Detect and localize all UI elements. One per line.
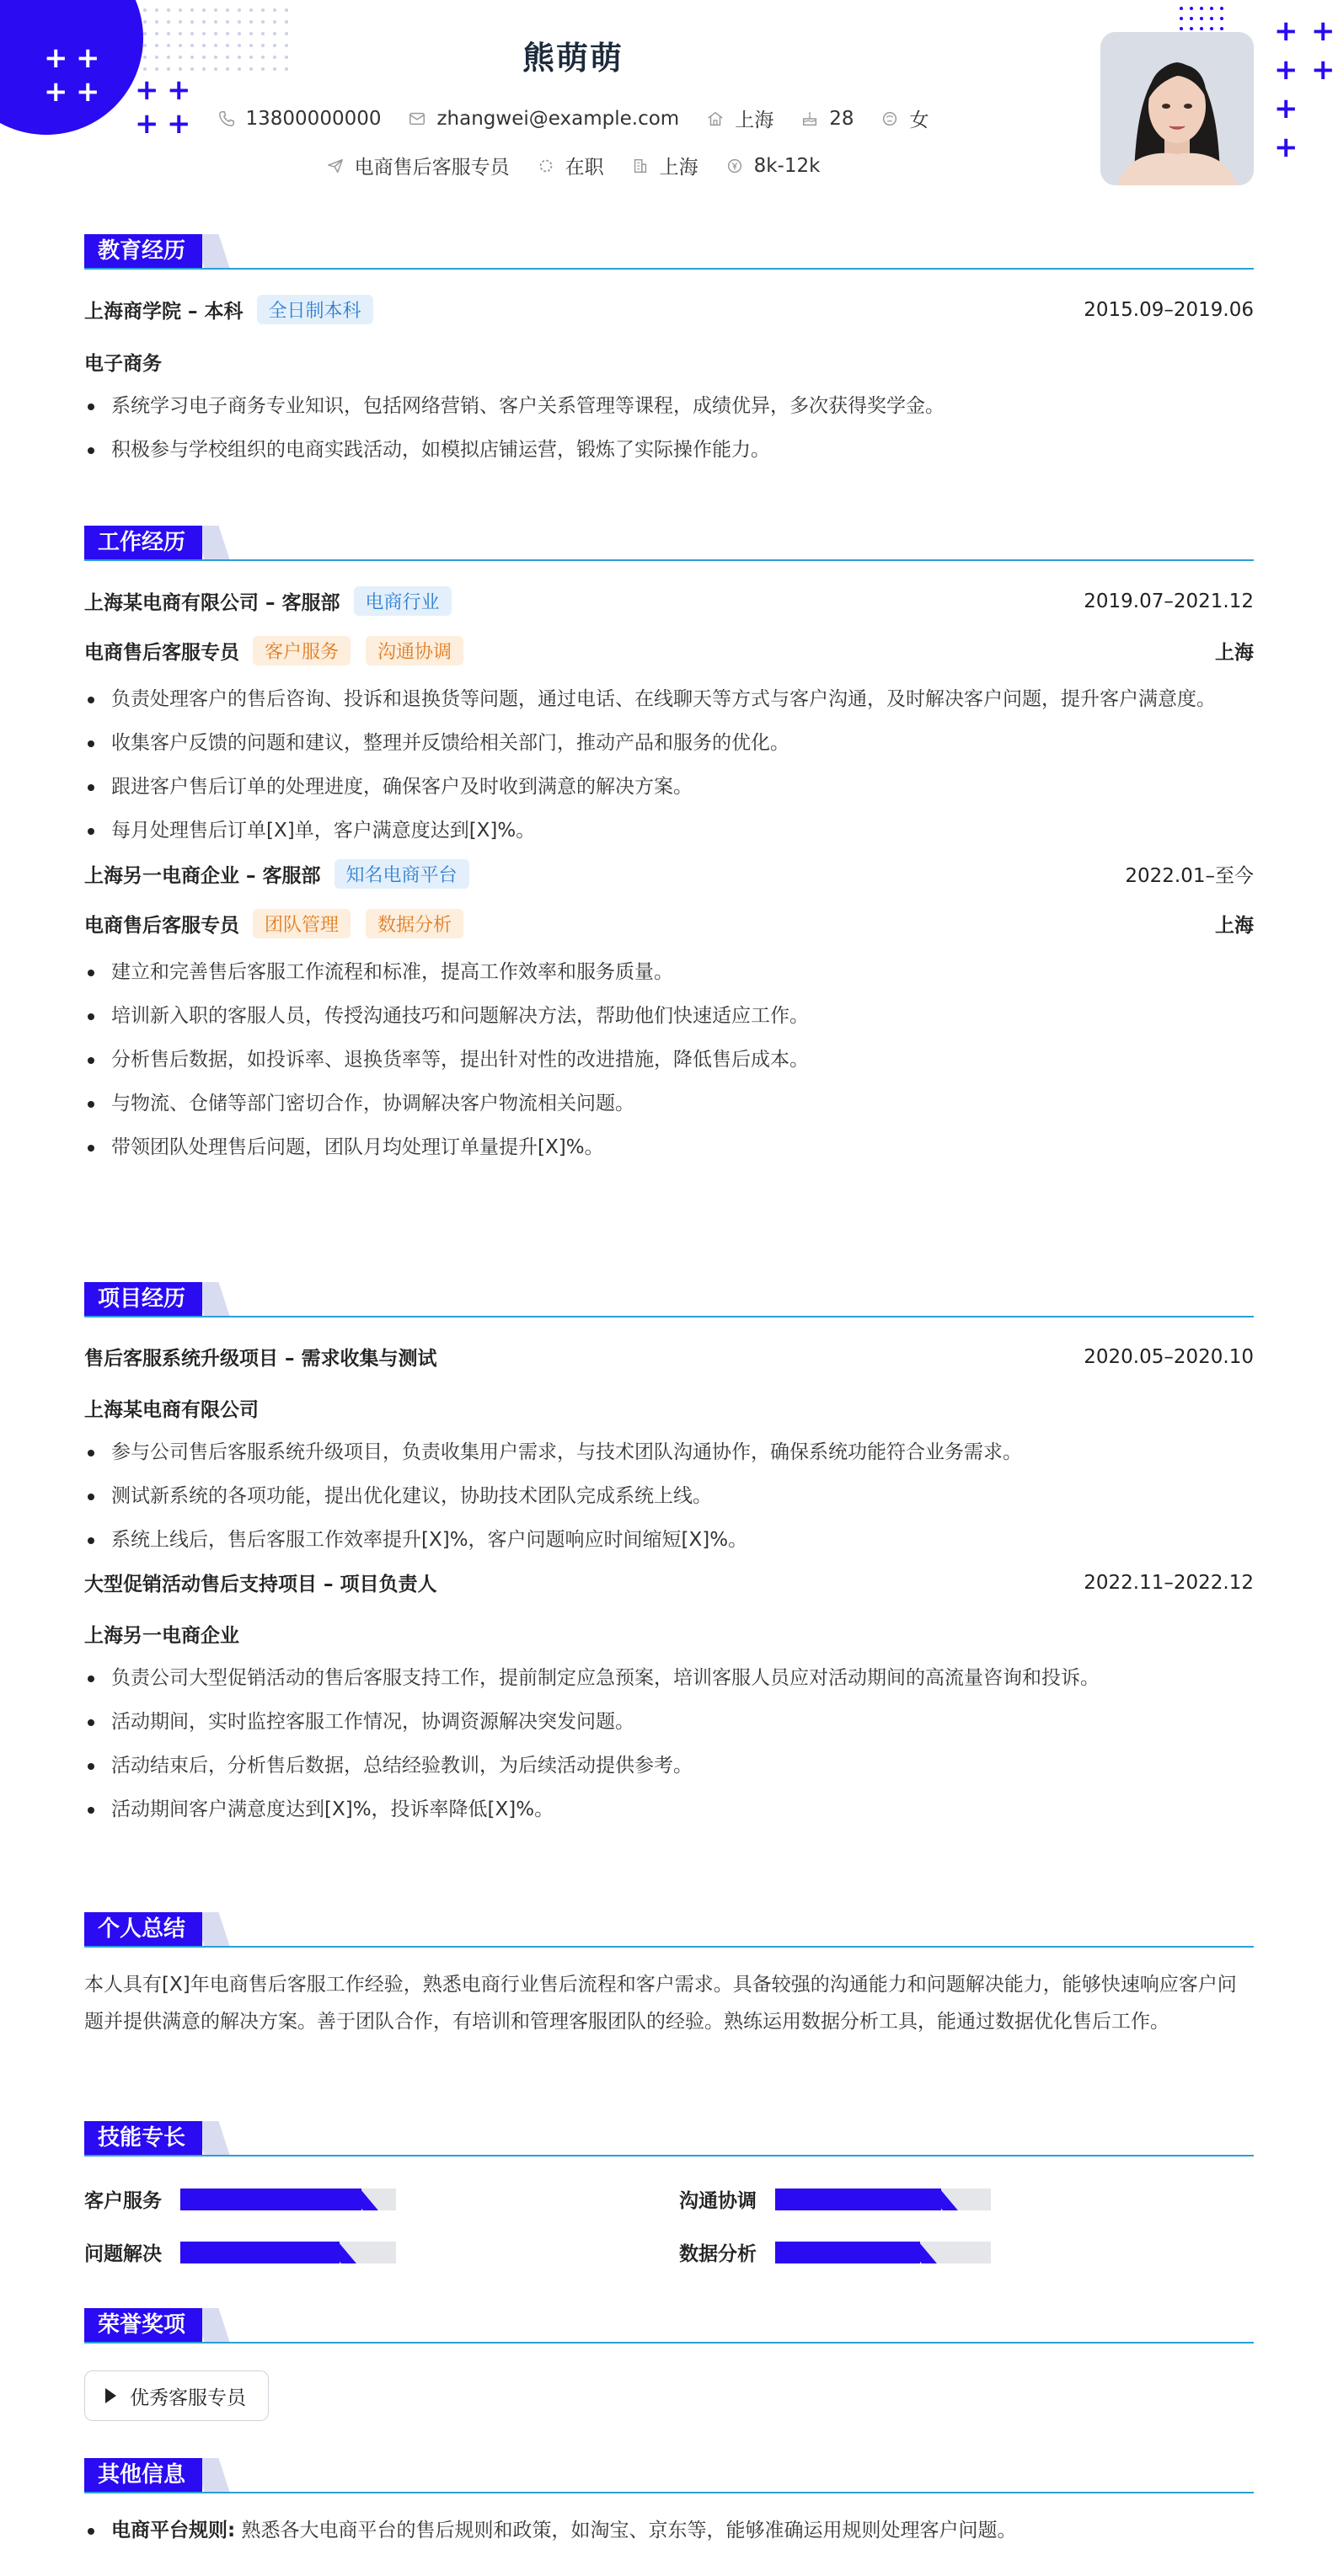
skills-section — [84, 2121, 1254, 2266]
decorative-dot — [273, 20, 276, 24]
awards-section — [84, 2308, 1254, 2421]
project-company: 上海某电商有限公司 — [84, 1399, 259, 1421]
section-divider — [84, 268, 1254, 270]
play-triangle-icon — [105, 2388, 116, 2403]
skill-tag: 沟通协调 — [366, 636, 463, 665]
coin-icon — [725, 157, 744, 175]
project-name: 售后客服系统升级项目 – 需求收集与测试 — [84, 1348, 437, 1370]
decorative-dot — [226, 20, 229, 24]
education-section — [84, 234, 1254, 477]
section-divider — [84, 1946, 1254, 1948]
job-header-row — [84, 859, 1254, 889]
section-divider — [84, 2155, 1254, 2156]
other-item-text: 熟悉各大电商平台的售后规则和政策，如淘宝、京东等，能够准确运用规则处理客户问题。 — [241, 2520, 1017, 2541]
decorative-dot — [1200, 27, 1203, 30]
section-title — [84, 234, 1254, 268]
project-bullets — [84, 1661, 1254, 1826]
education-bullets — [84, 389, 1254, 467]
skills-grid — [84, 2185, 1254, 2266]
skill-tag: 客户服务 — [253, 636, 351, 665]
plus-icon: + — [1274, 92, 1298, 126]
send-icon — [326, 157, 345, 175]
summary-text: 本人具有[X]年电商售后客服工作经验，熟悉电商行业售后流程和客户需求。具备较强的沟通能力和问题解决能力，能够快速响应客户问题并提供满意的解决方案。善于团队合作，有培训和管理客服团队的经验。熟练运用数据分析工具，能通过数据优化售后工作。 — [84, 1974, 1237, 2033]
list-item: 活动结束后，分析售后数据，总结经验教训，为后续活动提供参考。 — [84, 1749, 1254, 1782]
decorative-dot — [249, 20, 253, 24]
age-info — [800, 108, 854, 130]
section-divider — [84, 1316, 1254, 1317]
project-name: 大型促销活动售后支持项目 – 项目负责人 — [84, 1574, 437, 1595]
decorative-dot — [143, 20, 147, 24]
decorative-dot — [1220, 7, 1223, 10]
email-info — [408, 108, 679, 130]
age-text: 28 — [829, 107, 854, 130]
major-name: 电子商务 — [84, 353, 162, 375]
decorative-dot — [143, 8, 147, 12]
decorative-dot — [226, 8, 229, 12]
decorative-dot — [238, 8, 241, 12]
decorative-dot — [249, 8, 253, 12]
job-date: 2022.01–至今 — [1125, 865, 1254, 887]
section-title — [84, 2308, 1254, 2342]
decorative-dot — [190, 20, 194, 24]
skill-item — [84, 2185, 679, 2213]
position-name: 电商售后客服专员 — [84, 915, 239, 937]
list-item: 系统学习电子商务专业知识，包括网络营销、客户关系管理等课程，成绩优异，多次获得奖学金。 — [84, 389, 1254, 423]
decorative-dot — [1200, 17, 1203, 20]
list-item: 培训新入职的客服人员，传授沟通技巧和问题解决方法，帮助他们快速适应工作。 — [84, 999, 1254, 1033]
education-date: 2015.09–2019.06 — [1084, 298, 1254, 321]
section-title-label: 教育经历 — [84, 234, 202, 268]
other-bullets — [84, 2514, 1254, 2547]
decorative-dot — [1210, 17, 1213, 20]
plus-icon: + — [167, 107, 191, 141]
skill-name: 数据分析 — [679, 2243, 757, 2265]
list-item: 跟进客户售后订单的处理进度，确保客户及时收到满意的解决方案。 — [84, 770, 1254, 804]
list-item: 测试新系统的各项功能，提出优化建议，协助技术团队完成系统上线。 — [84, 1479, 1254, 1513]
skill-name: 问题解决 — [84, 2243, 162, 2265]
decorative-dot — [273, 8, 276, 12]
position-name: 电商售后客服专员 — [84, 642, 239, 664]
decorative-dot — [167, 20, 170, 24]
section-title — [84, 2121, 1254, 2155]
job-position-row — [84, 636, 1254, 665]
home-icon — [706, 110, 725, 128]
plus-icon: + — [135, 107, 159, 141]
list-item: 收集客户反馈的问题和建议，整理并反馈给相关部门，推动产品和服务的优化。 — [84, 726, 1254, 760]
avatar — [1100, 32, 1254, 185]
list-item: 带领团队处理售后问题，团队月均处理订单量提升[X]%。 — [84, 1130, 1254, 1164]
gender-icon — [880, 110, 899, 128]
decorative-dot — [167, 8, 170, 12]
status-info — [537, 152, 604, 179]
other-item-label: 电商平台规则: — [111, 2520, 236, 2541]
project-company-row — [84, 1620, 1254, 1648]
project-header-row — [84, 1569, 1254, 1596]
decorative-dot — [202, 8, 206, 12]
skill-bar — [180, 2242, 396, 2263]
target-city-info — [631, 152, 698, 179]
cake-icon — [800, 110, 819, 128]
plus-icon: + — [76, 75, 100, 109]
plus-icon: + — [167, 73, 191, 107]
salary-text: 8k-12k — [753, 154, 821, 177]
skill-bar-fill — [775, 2189, 941, 2210]
plus-icon: + — [135, 73, 159, 107]
plus-icon: + — [44, 75, 68, 109]
section-title-label: 其他信息 — [84, 2458, 202, 2492]
phone-text[interactable]: 13800000000 — [245, 107, 382, 130]
list-item: 活动期间客户满意度达到[X]%，投诉率降低[X]%。 — [84, 1793, 1254, 1826]
awards-list — [84, 2370, 1254, 2421]
skill-tag: 数据分析 — [366, 909, 463, 938]
decorative-dot — [1190, 7, 1193, 10]
project-company: 上海另一电商企业 — [84, 1625, 239, 1647]
section-divider — [84, 2342, 1254, 2344]
decorative-dot — [214, 20, 217, 24]
decorative-dot — [238, 20, 241, 24]
list-item: 分析售后数据，如投诉率、退换货率等，提出针对性的改进措施，降低售后成本。 — [84, 1043, 1254, 1077]
section-title — [84, 1912, 1254, 1946]
award-chip — [84, 2370, 269, 2421]
avatar-portrait-icon — [1100, 32, 1254, 185]
job-title-text: 电商售后客服专员 — [354, 157, 510, 179]
job-date: 2019.07–2021.12 — [1084, 590, 1254, 612]
work-section — [84, 526, 1254, 1174]
other-section — [84, 2458, 1254, 2557]
building-icon — [631, 157, 650, 175]
industry-badge: 知名电商平台 — [334, 859, 469, 889]
decorative-dot — [179, 20, 182, 24]
skill-item — [679, 2185, 1185, 2213]
decorative-dot — [1210, 27, 1213, 30]
candidate-name: 熊萌萌 — [522, 40, 624, 77]
skill-bar-fill — [180, 2242, 340, 2263]
list-item: 系统上线后，售后客服工作效率提升[X]%，客户问题响应时间缩短[X]%。 — [84, 1523, 1254, 1557]
list-item: 与物流、仓储等部门密切合作，协调解决客户物流相关问题。 — [84, 1087, 1254, 1120]
decorative-dot — [155, 20, 158, 24]
award-name: 优秀客服专员 — [130, 2386, 246, 2409]
job-info-row — [0, 152, 1146, 179]
skill-bar-fill — [180, 2189, 361, 2210]
degree-badge: 全日制本科 — [257, 295, 373, 324]
decorative-dot — [1220, 17, 1223, 20]
skill-item — [84, 2238, 679, 2266]
decorative-dot — [261, 8, 265, 12]
status-text: 在职 — [565, 157, 604, 179]
list-item: 建立和完善售后客服工作流程和标准，提高工作效率和服务质量。 — [84, 955, 1254, 989]
list-item: 积极参与学校组织的电商实践活动，如模拟店铺运营，锻炼了实际操作能力。 — [84, 433, 1254, 467]
list-item: 每月处理售后订单[X]单，客户满意度达到[X]%。 — [84, 814, 1254, 847]
decorative-dot — [1180, 7, 1183, 10]
decorative-dot — [1180, 17, 1183, 20]
decorative-dot — [202, 20, 206, 24]
project-date: 2020.05–2020.10 — [1084, 1345, 1254, 1368]
skill-tag: 团队管理 — [253, 909, 351, 938]
decorative-dot — [190, 8, 194, 12]
decorative-dot — [155, 8, 158, 12]
decorative-dot — [285, 8, 288, 12]
school-name: 上海商学院 – 本科 — [84, 301, 244, 323]
gender-info — [880, 104, 929, 132]
skill-bar-fill — [775, 2242, 920, 2263]
list-item: 负责处理客户的售后咨询、投诉和退换货等问题，通过电话、在线聊天等方式与客户沟通，及时解决客户问题，提升客户满意度。 — [84, 682, 1254, 716]
job-location: 上海 — [1215, 642, 1254, 664]
list-item — [84, 2514, 1254, 2547]
plus-icon: + — [76, 41, 100, 75]
plus-icon: + — [1274, 14, 1298, 48]
decorative-dot — [261, 20, 265, 24]
gender-text: 女 — [909, 110, 929, 131]
phone-icon — [217, 110, 236, 128]
plus-icon: + — [1311, 14, 1335, 48]
section-title-label: 项目经历 — [84, 1282, 202, 1316]
section-title-label: 个人总结 — [84, 1912, 202, 1946]
section-title — [84, 526, 1254, 559]
email-icon — [408, 110, 426, 128]
plus-icon: + — [1274, 53, 1298, 87]
salary-info — [725, 155, 821, 177]
skill-bar — [775, 2189, 991, 2210]
job-position-row — [84, 909, 1254, 938]
target-city-text: 上海 — [659, 157, 698, 179]
section-title-label: 荣誉奖项 — [84, 2308, 202, 2342]
section-divider — [84, 559, 1254, 561]
plus-icon: + — [1311, 53, 1335, 87]
plus-icon: + — [1274, 131, 1298, 164]
contact-info-row — [0, 104, 1146, 132]
list-item: 活动期间，实时监控客服工作情况，协调资源解决突发问题。 — [84, 1705, 1254, 1739]
section-title-label: 技能专长 — [84, 2121, 202, 2155]
decorative-dot — [214, 8, 217, 12]
phone-info — [217, 108, 382, 130]
decorative-dot — [1180, 27, 1183, 30]
industry-badge: 电商行业 — [354, 586, 452, 616]
company-name: 上海另一电商企业 – 客服部 — [84, 865, 321, 887]
decorative-dot — [179, 8, 182, 12]
section-title — [84, 2458, 1254, 2492]
skill-bar — [775, 2242, 991, 2263]
decorative-dot — [1200, 7, 1203, 10]
section-divider — [84, 2492, 1254, 2493]
job-bullets — [84, 682, 1254, 847]
decorative-dot — [1210, 7, 1213, 10]
summary-section — [84, 1912, 1254, 2040]
project-date: 2022.11–2022.12 — [1084, 1571, 1254, 1594]
skill-name: 客户服务 — [84, 2190, 162, 2212]
plus-icon: + — [44, 41, 68, 75]
skill-name: 沟通协调 — [679, 2190, 757, 2212]
section-title — [84, 1282, 1254, 1316]
job-title-info — [326, 152, 510, 179]
city-info — [706, 104, 773, 132]
project-header-row — [84, 1343, 1254, 1371]
email-text[interactable]: zhangwei@example.com — [436, 107, 680, 130]
skill-bar — [180, 2189, 396, 2210]
company-name: 上海某电商有限公司 – 客服部 — [84, 592, 340, 614]
decorative-dot — [1190, 17, 1193, 20]
job-location: 上海 — [1215, 915, 1254, 937]
decorative-dot — [285, 20, 288, 24]
skill-item — [679, 2238, 1185, 2266]
education-header-row — [84, 295, 1254, 324]
decorative-dot — [1190, 27, 1193, 30]
major-row — [84, 348, 1254, 376]
status-icon — [537, 157, 555, 175]
job-bullets — [84, 955, 1254, 1164]
project-bullets — [84, 1435, 1254, 1557]
job-header-row — [84, 586, 1254, 616]
list-item: 参与公司售后客服系统升级项目，负责收集用户需求，与技术团队沟通协作，确保系统功能符合业务需求。 — [84, 1435, 1254, 1469]
decorative-dot — [1220, 27, 1223, 30]
section-title-label: 工作经历 — [84, 526, 202, 559]
city-text: 上海 — [735, 110, 774, 131]
project-company-row — [84, 1394, 1254, 1422]
list-item: 负责公司大型促销活动的售后客服支持工作，提前制定应急预案，培训客服人员应对活动期间的高流量咨询和投诉。 — [84, 1661, 1254, 1695]
projects-section — [84, 1282, 1254, 1836]
